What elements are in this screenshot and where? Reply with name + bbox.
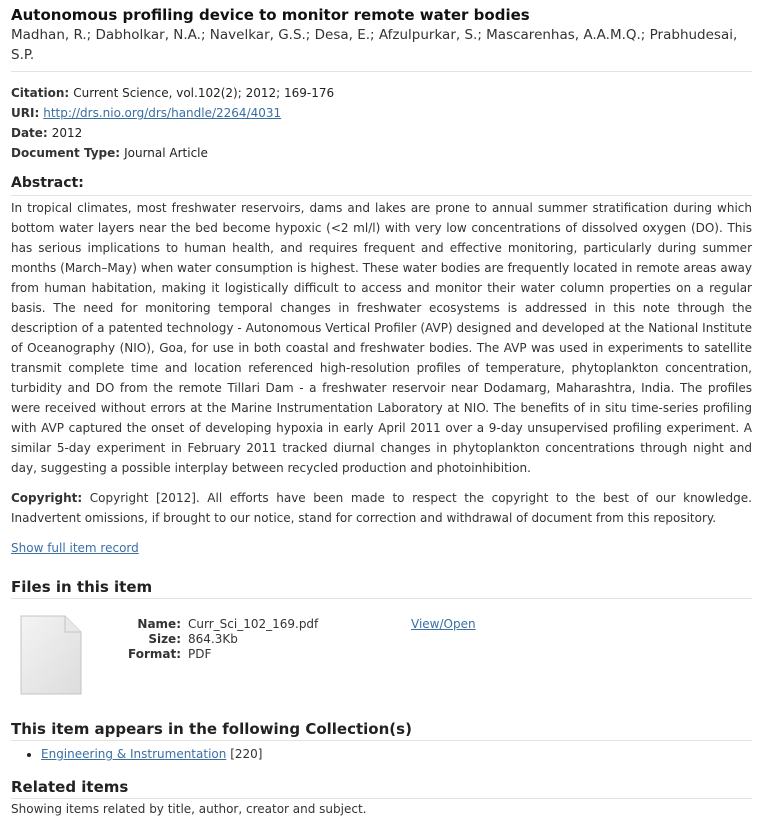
file-name: Curr_Sci_102_169.pdf xyxy=(188,617,319,631)
doctype-row xyxy=(11,143,752,163)
file-size-label: Size: xyxy=(148,632,181,646)
item-metadata xyxy=(11,83,752,163)
uri-link[interactable]: http://drs.nio.org/drs/handle/2264/4031 xyxy=(43,106,282,120)
file-name-label: Name: xyxy=(137,617,181,631)
file-info xyxy=(124,617,318,662)
collections-divider xyxy=(11,740,752,741)
abstract-heading: Abstract: xyxy=(11,175,84,191)
related-divider xyxy=(11,798,752,799)
uri-row xyxy=(11,103,752,123)
date-row xyxy=(11,123,752,143)
citation-value: Current Science, vol.102(2); 2012; 169-176 xyxy=(73,86,335,100)
collections-heading: This item appears in the following Collection(s) xyxy=(11,720,412,738)
copyright-text: Copyright [2012]. All efforts have been made to respect the copyright to the best of our knowledge. Inadvertent omissions, if brought to our notice, stand for correction and withdrawal of document from this repository. xyxy=(11,491,752,525)
file-format-label: Format: xyxy=(127,647,181,661)
file-format: PDF xyxy=(188,647,212,661)
view-open-link[interactable]: View/Open xyxy=(411,617,476,631)
collections-list xyxy=(11,745,752,763)
collection-link[interactable]: Engineering & Instrumentation xyxy=(41,747,227,761)
copyright-block xyxy=(11,488,752,528)
date-label: Date: xyxy=(11,126,48,140)
citation-row xyxy=(11,83,752,103)
file-format-row xyxy=(124,647,318,662)
citation-label: Citation: xyxy=(11,86,70,100)
abstract-divider xyxy=(11,195,752,196)
uri-label: URI: xyxy=(11,106,40,120)
doctype-label: Document Type: xyxy=(11,146,121,160)
item-title: Autonomous profiling device to monitor remote water bodies xyxy=(11,6,530,24)
copyright-label: Copyright: xyxy=(11,491,83,505)
date-value: 2012 xyxy=(51,126,83,140)
show-full-record-link[interactable]: Show full item record xyxy=(11,541,139,555)
abstract-text: In tropical climates, most freshwater reservoirs, dams and lakes are prone to annual summer stratification during which bottom water layers near the bed become hypoxic (<2 ml/l) with very low concentrations of dissolved oxygen (DO). This has serious implications to human health, and requires frequent and effective monitoring, particularly during summer months (March–May) when water consumption is highest. These water bodies are frequently located in remote areas away from human habitation, making it logistically difficult to access and monitor their water column properties on a regular basis. The need for monitoring temporal changes in freshwater ecosystems is addressed in this note through the description of a patented technology - Autonomous Vertical Profiler (AVP) designed and developed at the National Institute of Oceanography (NIO), Goa, for use in both coastal and freshwater bodies. The AVP was used in experiments to satellite transmit complete time and location referenced high-resolution profiles of temperature, phytoplankton concentration, turbidity and DO from the remote Tillari Dam - a freshwater reservoir near Dodamarg, Maharashtra, India. The profiles were received without errors at the Marine Instrumentation Laboratory at NIO. The benefits of in situ time-series profiling with AVP captured the onset of developing hypoxia in early April 2011 over a 9-day unsupervised profiling experiment. A similar 5-day experiment in February 2011 tracked diurnal changes in phytoplankton concentrations through night and day, suggesting a possible interplay between recycled production and photoinhibition. xyxy=(11,201,752,475)
file-name-row xyxy=(124,617,318,632)
related-heading: Related items xyxy=(11,778,129,796)
doctype-value: Journal Article xyxy=(124,146,208,160)
file-size-row xyxy=(124,632,318,647)
collection-item xyxy=(41,745,752,763)
item-authors: Madhan, R.; Dabholkar, N.A.; Navelkar, G.S.; Desa, E.; Afzulpurkar, S.; Mascarenhas, A.A.M.Q.; Prabhudesai, S.P. xyxy=(11,27,738,63)
related-text: Showing items related by title, author, creator and subject. xyxy=(11,802,367,816)
document-file-icon xyxy=(20,615,82,695)
files-divider xyxy=(11,598,752,599)
item-page xyxy=(11,0,752,817)
collection-count: [220] xyxy=(230,747,263,761)
title-divider xyxy=(11,71,752,72)
files-section xyxy=(11,605,752,705)
file-size: 864.3Kb xyxy=(188,632,238,646)
files-heading: Files in this item xyxy=(11,578,153,596)
